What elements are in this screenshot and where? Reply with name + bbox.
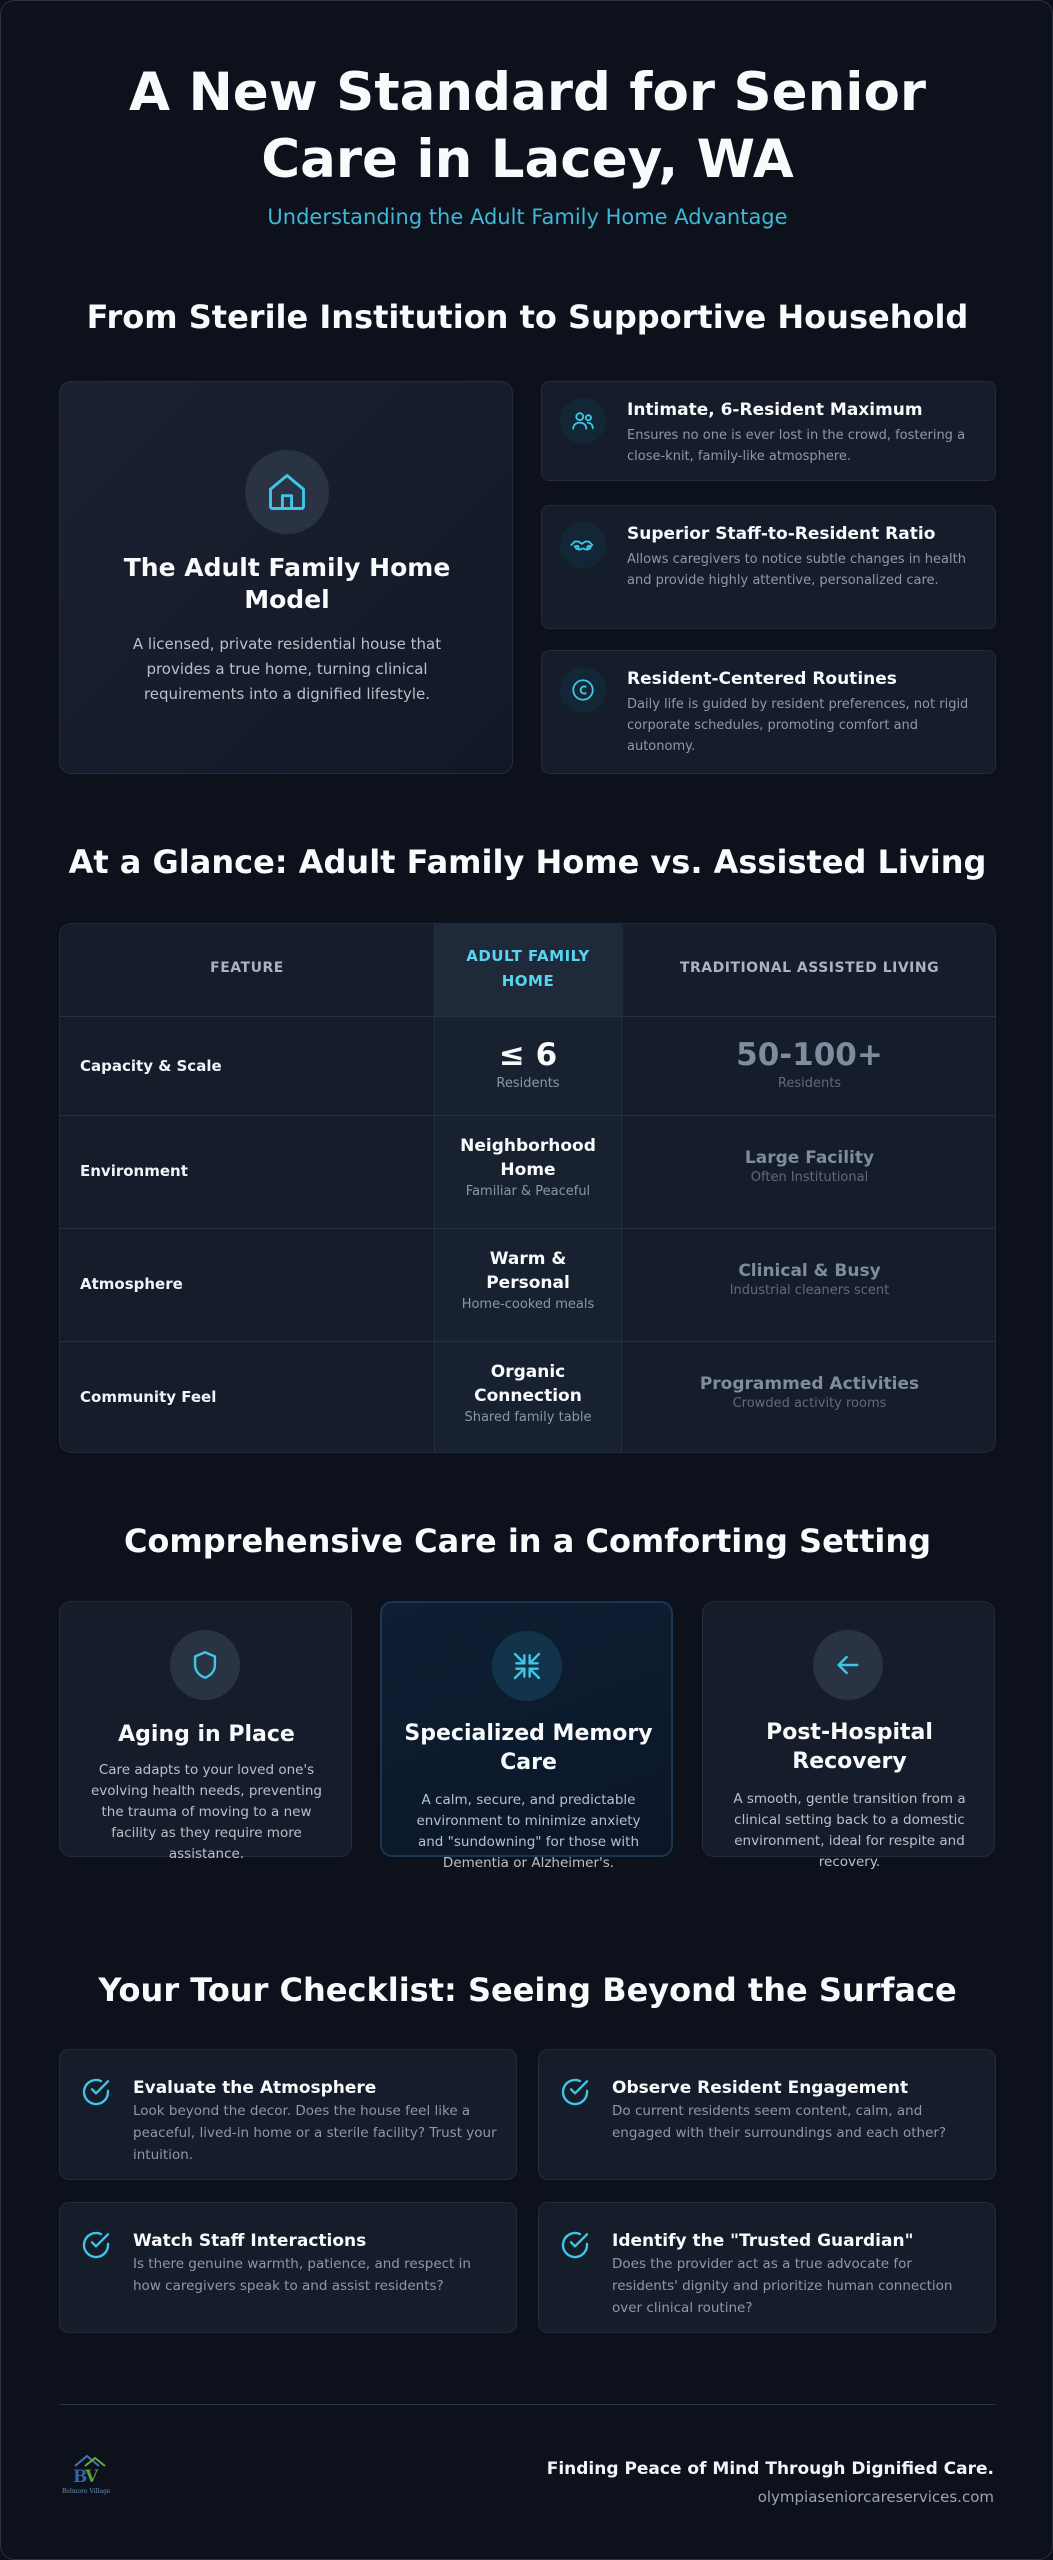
- check-circle-icon: [559, 2076, 591, 2108]
- cell-subtext: Residents: [496, 1076, 560, 1091]
- feature-card-routines: [541, 650, 996, 774]
- arrow-left-icon: [813, 1630, 883, 1700]
- feature-description: Daily life is guided by resident preferences, not rigid corporate schedules, promoting comfort and autonomy.: [627, 697, 969, 754]
- cell-value: Organic Connection: [474, 1362, 582, 1406]
- handshake-icon: [560, 522, 606, 568]
- table-cell-assisted-living: [622, 1036, 996, 1091]
- table-cell-assisted-living: [622, 1148, 996, 1185]
- comparison-table: [59, 923, 996, 1453]
- row-label: Community Feel: [80, 1388, 217, 1406]
- feature-title: Superior Staff-to-Resident Ratio: [627, 524, 936, 544]
- footer-tagline: Finding Peace of Mind Through Dignified Care.: [546, 2459, 994, 2479]
- checklist-description: Does the provider act as a true advocate for residents' dignity and prioritize human connection over clinical routine?: [612, 2256, 953, 2316]
- feature-card-ratio: [541, 505, 996, 629]
- care-description: A calm, secure, and predictable environment to minimize anxiety and "sundowning" for those with Dementia or Alzheimer's.: [416, 1792, 641, 1871]
- care-card-post-hospital: [702, 1601, 995, 1870]
- checklist-item-staff: [59, 2202, 517, 2333]
- cell-subtext: Industrial cleaners scent: [729, 1283, 890, 1298]
- users-icon: [560, 398, 606, 444]
- checklist-description: Is there genuine warmth, patience, and respect in how caregivers speak to and assist residents?: [133, 2256, 471, 2294]
- model-title: The Adult Family Home Model: [123, 553, 451, 614]
- checklist-title: Identify the "Trusted Guardian": [612, 2231, 914, 2251]
- feature-title: Intimate, 6-Resident Maximum: [627, 400, 923, 420]
- table-cell-afh: [434, 1134, 622, 1199]
- check-circle-icon: [80, 2076, 112, 2108]
- table-cell-assisted-living: [622, 1261, 996, 1298]
- care-description: A smooth, gentle transition from a clinical setting back to a domestic environment, ideal for respite and recovery.: [733, 1791, 966, 1870]
- row-label: Capacity & Scale: [80, 1057, 222, 1075]
- column-header-feature: FEATURE: [210, 960, 284, 976]
- page-title: A New Standard for Senior Care in Lacey, WA: [128, 62, 927, 190]
- cell-value: ≤ 6: [498, 1037, 558, 1073]
- footer-divider: [59, 2404, 996, 2405]
- feature-description: Ensures no one is ever lost in the crowd, fostering a close-knit, family-like atmosphere.: [627, 428, 966, 464]
- row-label: Atmosphere: [80, 1275, 183, 1293]
- cell-value: Clinical & Busy: [738, 1261, 881, 1281]
- shield-icon: [170, 1630, 240, 1700]
- cell-subtext: Familiar & Peaceful: [465, 1184, 591, 1199]
- care-card-aging-in-place: [59, 1601, 352, 1862]
- svg-text:Belmore Village: Belmore Village: [62, 2488, 111, 2495]
- section-heading-care: Comprehensive Care in a Comforting Setting: [123, 1522, 932, 1560]
- care-card-memory-care: [380, 1601, 673, 1871]
- section-heading-model: From Sterile Institution to Supportive Household: [86, 298, 969, 336]
- care-title: Post-Hospital Recovery: [766, 1720, 933, 1774]
- care-title: Specialized Memory Care: [404, 1721, 653, 1775]
- model-description: A licensed, private residential house that provides a true home, turning clinical requirements into a dignified lifestyle.: [132, 635, 442, 703]
- cell-value: Programmed Activities: [699, 1374, 920, 1394]
- care-description: Care adapts to your loved one's evolving health needs, preventing the trauma of moving to a new facility as they require more assistance.: [91, 1762, 322, 1862]
- checklist-description: Do current residents seem content, calm, and engaged with their surroundings and each other?: [612, 2103, 947, 2141]
- cell-value: Large Facility: [744, 1148, 875, 1168]
- footer-url[interactable]: olympiaseniorcareservices.com: [757, 2488, 994, 2506]
- row-label: Environment: [80, 1162, 188, 1180]
- check-circle-icon: [80, 2229, 112, 2261]
- table-cell-afh: [434, 1247, 622, 1312]
- table-cell-assisted-living: [622, 1374, 996, 1411]
- checklist-item-engagement: [538, 2049, 996, 2180]
- cell-subtext: Residents: [777, 1076, 842, 1091]
- checklist-title: Watch Staff Interactions: [133, 2231, 367, 2251]
- cell-value: Neighborhood Home: [460, 1136, 596, 1180]
- feature-card-capacity: [541, 381, 996, 481]
- checklist-item-guardian: [538, 2202, 996, 2333]
- model-card: [59, 381, 513, 774]
- section-heading-checklist: Your Tour Checklist: Seeing Beyond the Surface: [98, 1971, 957, 2009]
- checklist-title: Observe Resident Engagement: [612, 2078, 909, 2098]
- house-icon: [245, 450, 329, 534]
- cell-value: Warm & Personal: [486, 1249, 570, 1293]
- brand-logo: [61, 2448, 119, 2496]
- clock-icon: [560, 667, 606, 713]
- page-subtitle: Understanding the Adult Family Home Advantage: [267, 205, 788, 229]
- svg-text:B: B: [73, 2467, 88, 2487]
- check-circle-icon: [559, 2229, 591, 2261]
- cell-subtext: Crowded activity rooms: [732, 1396, 887, 1411]
- column-header-assisted-living: TRADITIONAL ASSISTED LIVING: [679, 960, 940, 976]
- checklist-title: Evaluate the Atmosphere: [133, 2078, 377, 2098]
- table-cell-afh: [434, 1036, 622, 1091]
- feature-title: Resident-Centered Routines: [627, 669, 897, 689]
- section-heading-comparison: At a Glance: Adult Family Home vs. Assisted Living: [68, 843, 987, 881]
- cell-subtext: Home-cooked meals: [461, 1297, 595, 1312]
- care-title: Aging in Place: [118, 1722, 295, 1747]
- column-header-afh: ADULT FAMILY HOME: [466, 947, 590, 990]
- cell-subtext: Shared family table: [464, 1410, 592, 1425]
- checklist-description: Look beyond the decor. Does the house feel like a peaceful, lived-in home or a sterile facility? Trust your intuition.: [133, 2103, 497, 2163]
- table-cell-afh: [434, 1360, 622, 1425]
- shrink-arrows-icon: [492, 1631, 562, 1701]
- feature-description: Allows caregivers to notice subtle changes in health and provide highly attentive, personalized care.: [627, 552, 966, 588]
- checklist-item-atmosphere: [59, 2049, 517, 2180]
- svg-text:V: V: [85, 2467, 99, 2487]
- cell-value: 50-100+: [736, 1037, 883, 1073]
- cell-subtext: Often Institutional: [750, 1170, 869, 1185]
